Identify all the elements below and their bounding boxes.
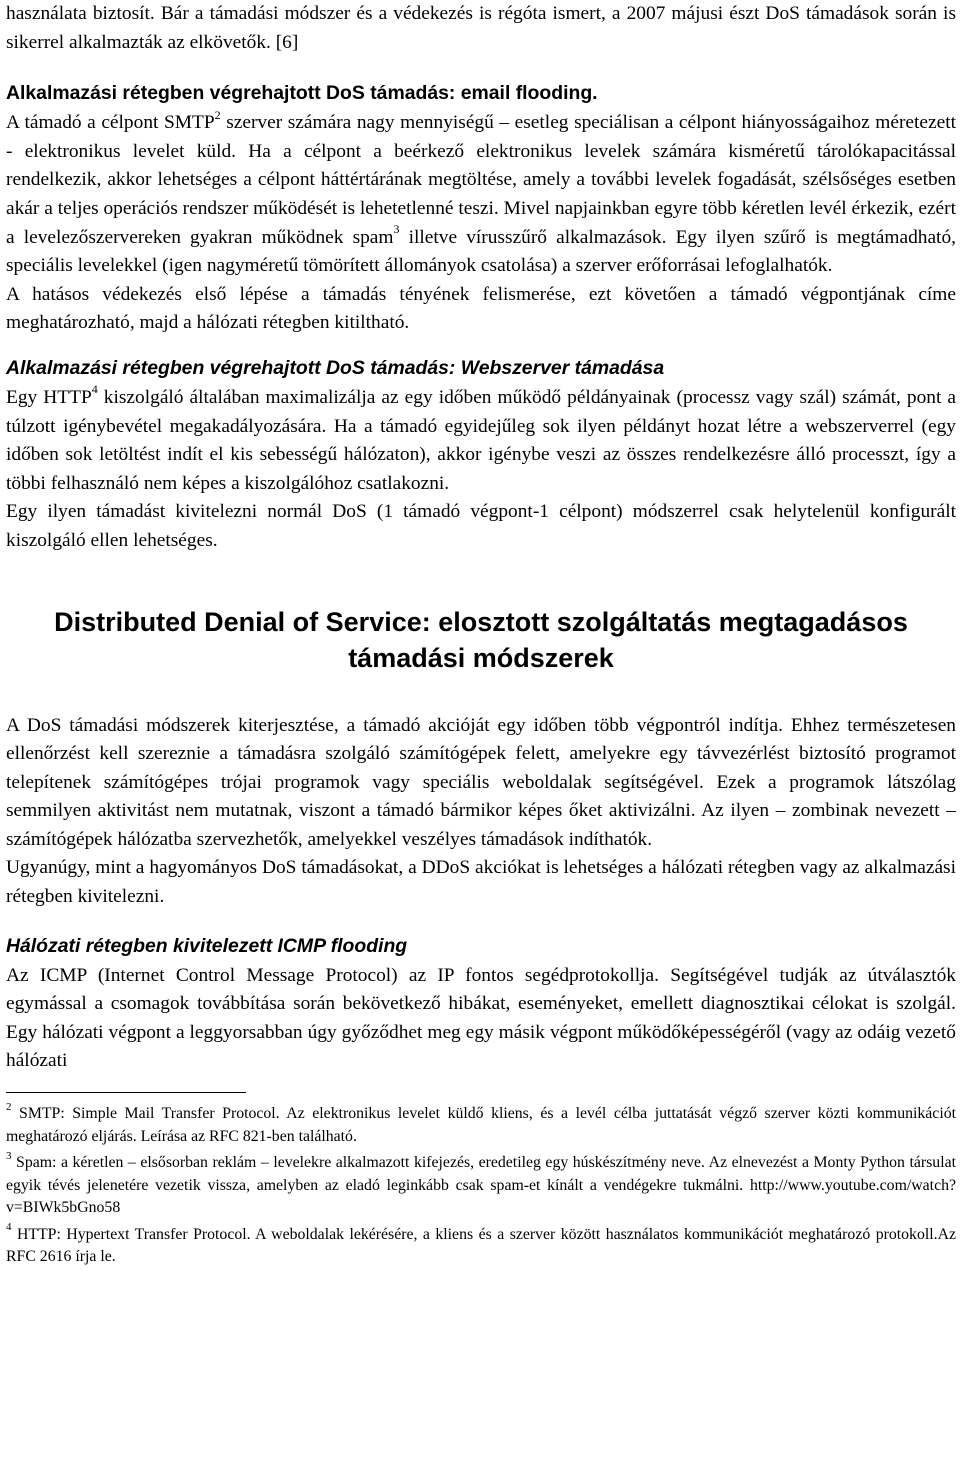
email-p1-part-a: A támadó a célpont SMTP [6,112,215,134]
email-p1-part-b: szerver számára nagy mennyiségű – esetleg speciálisan a célpont hiányosságaihoz méretezett - elektronikus levelet küld. Ha a célpont a beérkező elektronikus levelek számára kisméretű tárolókapacitással rendelkezik, akkor lehetséges a célpont háttértárának megtöltése, amely a további levelek fogadását, szélsőséges esetben akár a teljes operációs rendszer működését is lehetetlenné teszi. Mivel napjainkban egyre több kéretlen levél érkezik, ezért a levelezőszervereken gyakran működnek spam [6,112,957,248]
footnote-ref-4: 4 [91,382,98,397]
footnote-separator [6,1092,246,1093]
ddos-paragraph-1: A DoS támadási módszerek kiterjesztése, a támadó akcióját egy időben több végpontról indítja. Ehhez természetesen ellenőrzést kell szereznie a támadásra szolgáló számítógépek felett, amelyekre egy távvezérlést biztosító programot telepítenek számítógépes trójai programok vagy speciális weboldalak segítségével. Ezek a programok látszólag semmilyen aktivitást nem mutatnak, viszont a támadó bármikor képes őket aktivizálni. Az ilyen – zombinak nevezett – számítógépek hálózatba szervezhetők, amelyekkel veszélyes támadások indíthatók. [6,714,956,850]
web-p1-part-a: Egy HTTP [6,386,92,408]
email-flooding-paragraph-2: A hatásos védekezés első lépése a támadás tényének felismerése, ezt követően a támadó végpontjának címe meghatározható, majd a hálózati rétegben kitiltható. [6,283,956,334]
intro-paragraph: használata biztosít. Bár a támadási módszer és a védekezés is régóta ismert, a 2007 májusi észt DoS támadások során is sikerrel alkalmazták az elkövetők. [6] [6,3,956,53]
webserver-paragraph-2: Egy ilyen támadást kivitelezni normál DoS (1 támadó végpont-1 célpont) módszerrel csak helytelenül konfigurált kiszolgáló ellen lehetséges. [6,501,956,551]
footnote-number: 4 [6,1221,12,1234]
footnote-4 [6,1221,956,1269]
email-flooding-paragraph-1 [6,109,956,281]
footnote-text: HTTP: Hypertext Transfer Protocol. A weboldalak lekérésére, a kliens és a szerver között használatos kommunikációt meghatározó protokoll.Az RFC 2616 írja le. [6,1225,956,1266]
web-p1-part-b: kiszolgáló általában maximalizálja az egy időben működő példányainak (processz vagy szál) számát, pont a túlzott igénybevétel megakadályozására. Ha a támadó egyidejűleg sok ilyen példányt hozat létre a webszerverrel (egy időben sok letöltést indít el kis sebességű hálózaton), akkor igénybe veszi az összes rendelkezésre álló processzt, így a többi felhasználó nem képes a kiszolgálóhoz csatlakozni. [6,386,957,494]
webserver-paragraph-1 [6,384,956,498]
heading-email-flooding: Alkalmazási rétegben végrehajtott DoS támadás: email flooding. [6,82,598,105]
footnotes [6,1100,956,1269]
footnote-number: 2 [6,1100,12,1113]
heading-ddos: Distributed Denial of Service: elosztott szolgáltatás megtagadásos támadási módszerek [54,606,908,673]
ddos-paragraph-2: Ugyanúgy, mint a hagyományos DoS támadásokat, a DDoS akciókat is lehetséges a hálózati rétegben vagy az alkalmazási rétegben kivitelezni. [6,857,956,908]
email-p1-part-c: illetve vírusszűrő alkalmazások. Egy ilyen szűrő is megtámadható, speciális levelekkel (igen nagyméretű tömörített állományok csatolása) a szerver erőforrásai lefoglalhatók. [6,226,956,277]
heading-icmp-flooding: Hálózati rétegben kivitelezett ICMP flooding [6,934,408,957]
footnote-3 [6,1149,956,1220]
footnote-ref-2: 2 [214,107,221,122]
footnote-text: SMTP: Simple Mail Transfer Protocol. Az elektronikus levelet küldő kliens, és a levél célba juttatását végző szerver közti kommunikációt meghatározó eljárás. Leírása az RFC 821-ben található. [6,1105,956,1145]
footnote-text: Spam: a kéretlen – elsősorban reklám – levelekre alkalmazott kifejezés, eredetileg egy húskészítmény neve. Az elnevezést a Monty Python társulat egyik tévés jelenetére vezetik vissza, amelyben az eladó leginkább csak spam-et kínált a vendégekre tukmálni. http://www.youtube.com/watch?v=BIWk5bGno58 [6,1154,956,1217]
document-page [6,0,956,1269]
icmp-paragraph-1: Az ICMP (Internet Control Message Protocol) az IP fontos segédprotokollja. Segítségével tudják az útválasztók egymással a csomagok továbbítása során bekövetkező hibákat, eseményeket, emellett diagnosztikai célokat is szolgál. Egy hálózati végpont a leggyorsabban úgy győződhet meg egy másik végpont működőképességéről (vagy az odáig vezető hálózati [6,964,956,1072]
heading-webserver-attack: Alkalmazási rétegben végrehajtott DoS támadás: Webszerver támadása [6,356,665,379]
footnote-2 [6,1100,956,1148]
footnote-ref-3: 3 [393,222,400,237]
footnote-number: 3 [6,1149,12,1162]
